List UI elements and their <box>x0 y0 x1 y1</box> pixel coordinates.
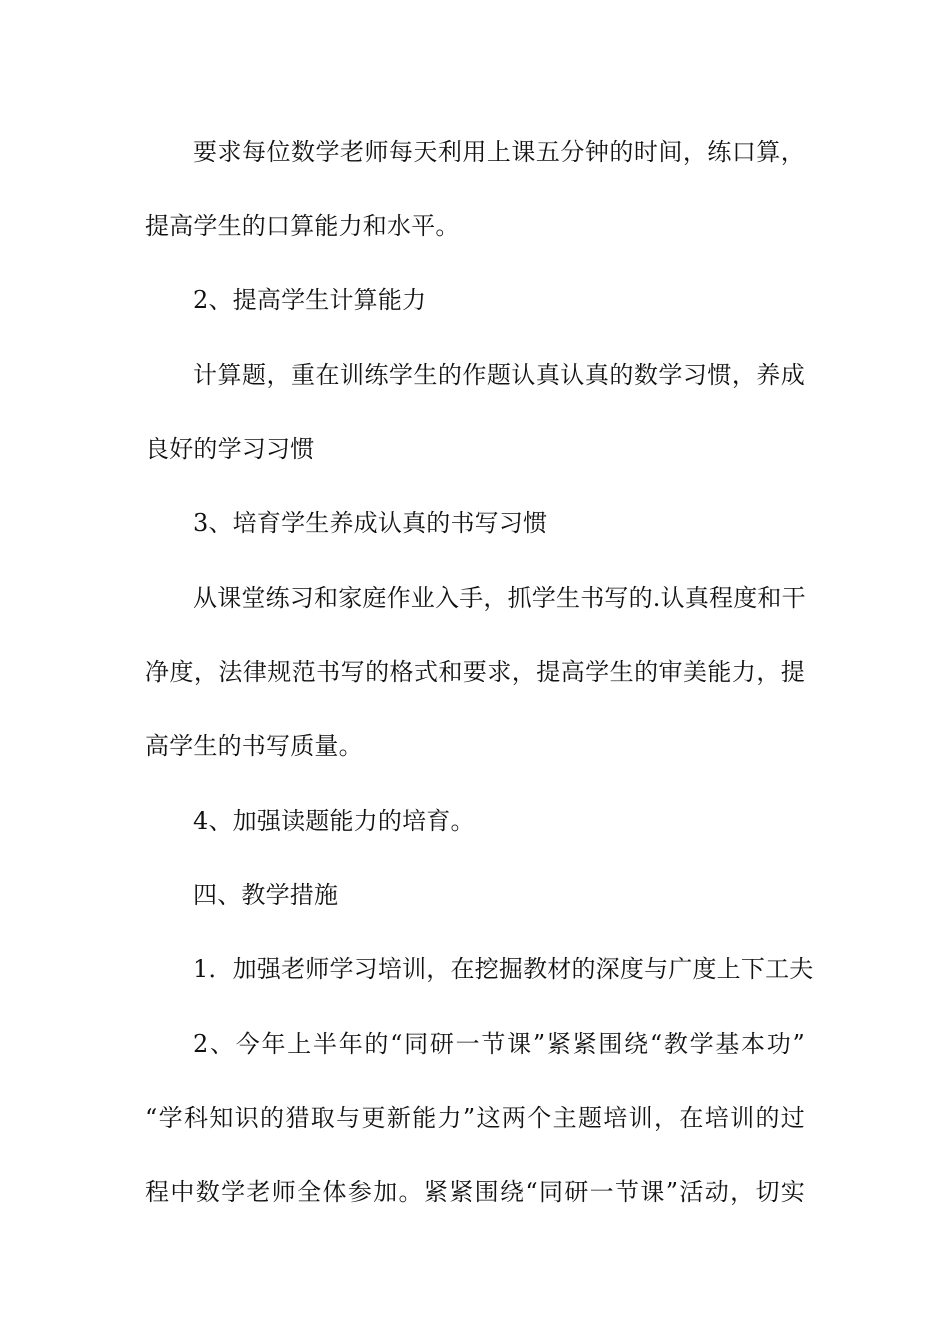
text-line: 程中数学老师全体参加。紧紧围绕“同研一节课”活动，切实 <box>145 1178 805 1206</box>
section-heading: 4、加强读题能力的培育。 <box>193 807 475 835</box>
text-line: 要求每位数学老师每天利用上课五分钟的时间，练口算， <box>193 138 805 166</box>
text-line: 良好的学习习惯 <box>145 435 315 463</box>
section-heading: 2、提高学生计算能力 <box>193 286 427 314</box>
section-heading: 3、培育学生养成认真的书写习惯 <box>193 509 548 537</box>
text-line: “学科知识的猎取与更新能力”这两个主题培训，在培训的过 <box>145 1104 805 1132</box>
text-line: 从课堂练习和家庭作业入手，抓学生书写的.认真程度和干 <box>193 584 806 612</box>
text-line: 2、今年上半年的“同研一节课”紧紧围绕“教学基本功” <box>193 1030 805 1058</box>
text-line: 计算题，重在训练学生的作题认真认真的数学习惯，养成 <box>193 361 805 389</box>
text-line: 1．加强老师学习培训，在挖掘教材的深度与广度上下工夫 <box>193 955 814 983</box>
text-line: 高学生的书写质量。 <box>145 732 363 760</box>
text-line: 净度，法律规范书写的格式和要求，提高学生的审美能力，提 <box>145 658 805 686</box>
text-line: 提高学生的口算能力和水平。 <box>145 212 460 240</box>
section-heading: 四、教学措施 <box>193 881 339 909</box>
